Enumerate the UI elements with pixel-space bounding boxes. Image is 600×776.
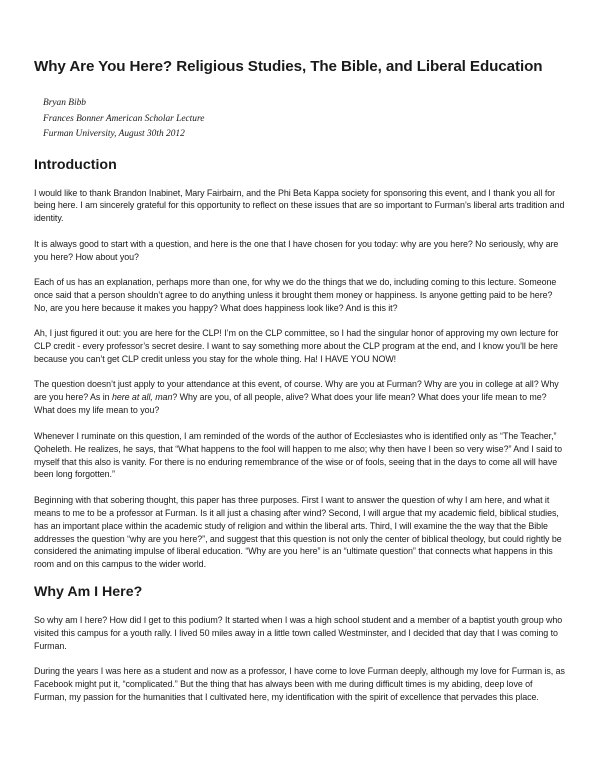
paragraph: Whenever I ruminate on this question, I am reminded of the words of the author of Ecclesiastes who is identified only as “The Teacher,” Qoheleth. He realizes, he says, that “What happens to the fool will happen to me also; why then have I been so very wise?” And I said to myself that this also is vanity. For there is no enduring remembrance of the wise or of fools, seeing that in the days to come all will have been long forgotten.” xyxy=(34,430,562,480)
author-name: Bryan Bibb xyxy=(43,98,86,108)
venue-date: Furman University, August 30th 2012 xyxy=(43,129,185,139)
paragraph-text: ? Why are you, of all people, alive? What does your life mean? What does your life mean to me? What does my life mean to you? xyxy=(34,392,547,416)
lecture-name: Frances Bonner American Scholar Lecture xyxy=(43,113,205,124)
section-heading-introduction: Introduction xyxy=(34,156,117,173)
paragraph xyxy=(34,378,566,417)
paragraph: It is always good to start with a question, and here is the one that I have chosen for you today: why are you here? No seriously, why are you here? How about you? xyxy=(34,238,559,262)
paragraph: So why am I here? How did I get to this podium? It started when I was a high school student and a member of a baptist youth group who visited this campus for a youth rally. I lived 50 miles away in a little town called Westminster, and I decided that day that I was coming to Furman. xyxy=(34,614,563,651)
paragraph: Ah, I just figured it out: you are here for the CLP! I’m on the CLP committee, so I had the singular honor of approving my own lecture for CLP credit - every professor’s secret desire. I want to say something more about the CLP program at the end, and I know you’ll be here because you can’t get CLP credit unless you stay for the whole thing. Ha! I HAVE YOU NOW! xyxy=(34,328,559,365)
paper-title: Why Are You Here? Religious Studies, The Bible, and Liberal Education xyxy=(34,58,543,75)
paragraph: I would like to thank Brandon Inabinet, Mary Fairbairn, and the Phi Beta Kappa society for sponsoring this event, and I thank you all for being here. I am sincerely grateful for this opportunity to reflect on these issues that are so important to Furman’s liberal arts tradition and identity. xyxy=(34,187,565,224)
section-heading-why-am-i-here: Why Am I Here? xyxy=(34,583,143,600)
paragraph-text: The question doesn’t just apply to your attendance at this event, of course. Why are you at Furman? Why are you in college at all? Why are you here? As in xyxy=(34,379,559,403)
paragraph: Each of us has an explanation, perhaps more than one, for why we do the things that we do, including coming to this lecture. Someone once said that a person shouldn’t agree to do anything unless it brought them money or happiness. Is anyone getting paid to be here? No, are you here because it makes you happy? What does happiness look like? And is this it? xyxy=(34,277,557,313)
byline xyxy=(43,96,566,143)
paragraph: Beginning with that sobering thought, this paper has three purposes. First I want to answer the question of why I am here, and what it means to me to be a professor at Furman. Is it all just a chasing after wind? Second, I will argue that my academic field, biblical studies, has an important place within the academic study of religion and within the liberal arts. Third, I will examine the the way that the Bible addresses the question “why are you here?”, and suggest that this question is not only the center of biblical theology, but could rightly be considered the animating impulse of liberal education. “Why are you here” is an “ultimate question” that connects what happens in this room and on this campus to the wider world. xyxy=(34,494,562,570)
italic-phrase: here at all, man xyxy=(111,392,173,403)
paragraph: During the years I was here as a student and now as a professor, I have come to love Furman deeply, although my love for Furman is, as Facebook might put it, “complicated.” But the thing that has always been with me during difficult times is my abiding, deep love of Furman, my passion for the humanities that I cultivated here, my identification with the spirit of excellence that pervades this place. xyxy=(34,665,565,702)
